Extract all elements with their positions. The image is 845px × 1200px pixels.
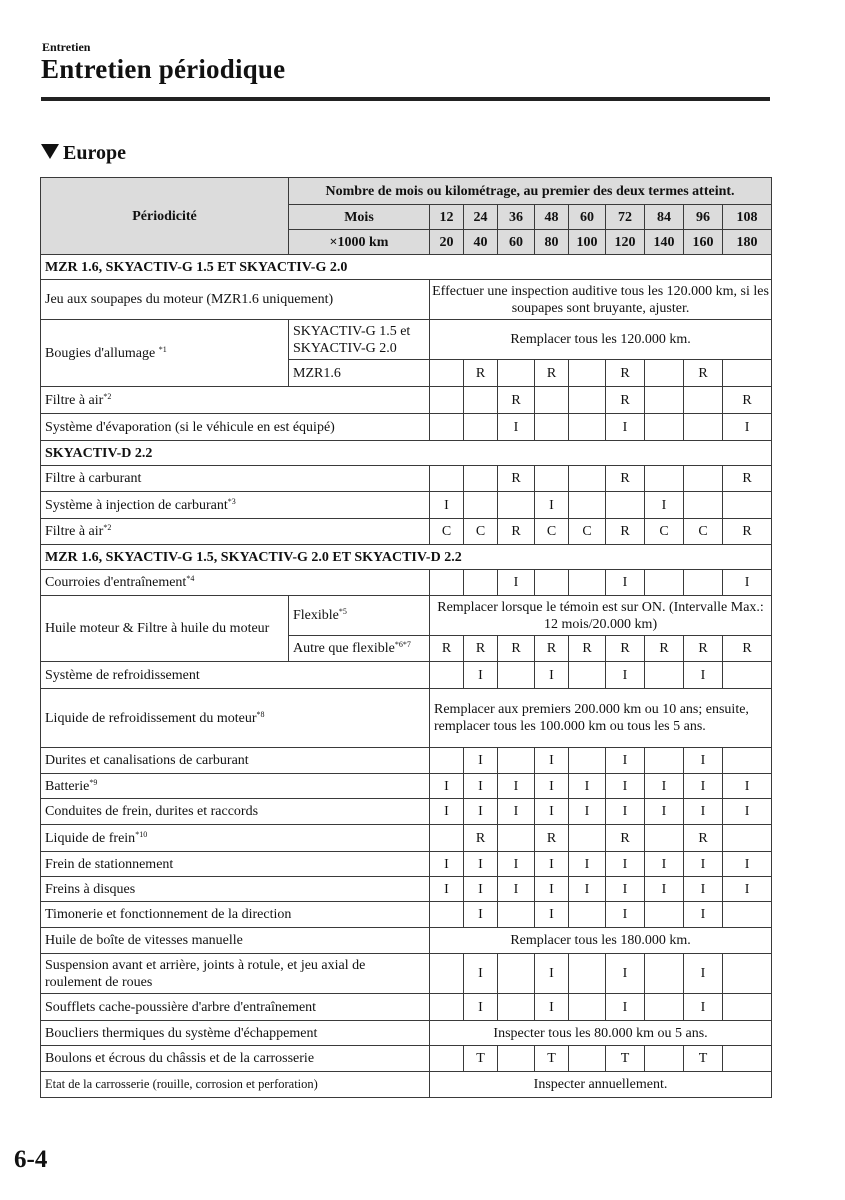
km-label: ×1000 km	[289, 230, 430, 255]
interval-cell	[723, 662, 772, 689]
interval-cell	[464, 570, 498, 596]
row-sublabel: Flexible$^{*5}$	[289, 596, 430, 636]
interval-cell: R	[464, 360, 498, 387]
interval-cell	[723, 360, 772, 387]
interval-cell: I	[723, 774, 772, 799]
row-label: Boucliers thermiques du système d'échappement	[41, 1021, 430, 1046]
interval-cell	[569, 387, 606, 414]
interval-cell	[645, 825, 684, 852]
interval-cell: I	[430, 877, 464, 902]
interval-cell	[645, 466, 684, 492]
interval-cell	[569, 662, 606, 689]
interval-cell: I	[464, 902, 498, 928]
interval-cell	[569, 414, 606, 441]
row-label: Système de refroidissement	[41, 662, 430, 689]
interval-cell: I	[535, 774, 569, 799]
interval-cell: I	[498, 414, 535, 441]
interval-cell: I	[464, 954, 498, 994]
interval-cell: R	[430, 636, 464, 662]
interval-cell: R	[606, 519, 645, 545]
interval-cell: I	[723, 799, 772, 825]
row-label: Jeu aux soupapes du moteur (MZR1.6 uniquement)	[41, 280, 430, 320]
row-instruction: Inspecter tous les 80.000 km ou 5 ans.	[430, 1021, 772, 1046]
interval-cell	[645, 902, 684, 928]
interval-cell	[569, 570, 606, 596]
table-row	[41, 414, 772, 441]
row-label: Système à injection de carburant$^{*3}$	[41, 492, 430, 519]
row-label: Timonerie et fonctionnement de la direction	[41, 902, 430, 928]
row-instruction: Remplacer lorsque le témoin est sur ON. (Intervalle Max.: 12 mois/20.000 km)	[430, 596, 772, 636]
table-row	[41, 466, 772, 492]
row-label: Filtre à carburant	[41, 466, 430, 492]
interval-cell: R	[498, 466, 535, 492]
table-row	[41, 928, 772, 954]
interval-cell: I	[430, 492, 464, 519]
interval-cell	[723, 825, 772, 852]
interval-cell	[645, 570, 684, 596]
interval-cell	[569, 360, 606, 387]
interval-cell	[684, 387, 723, 414]
interval-cell	[498, 360, 535, 387]
table-row	[41, 1021, 772, 1046]
interval-cell: I	[684, 799, 723, 825]
interval-cell: I	[684, 902, 723, 928]
month-cell: 12	[430, 205, 464, 230]
interval-cell	[645, 748, 684, 774]
interval-cell: I	[606, 994, 645, 1021]
interval-cell: R	[535, 825, 569, 852]
row-instruction: Remplacer aux premiers 200.000 km ou 10 ans; ensuite, remplacer tous les 100.000 km ou tous les 5 ans.	[430, 689, 772, 748]
month-cell: 24	[464, 205, 498, 230]
interval-cell: I	[569, 852, 606, 877]
interval-cell	[645, 954, 684, 994]
row-instruction: Remplacer tous les 120.000 km.	[430, 320, 772, 360]
km-cell: 20	[430, 230, 464, 255]
interval-cell: I	[606, 414, 645, 441]
interval-cell: R	[464, 825, 498, 852]
interval-cell: I	[535, 799, 569, 825]
row-label: Liquide de frein$^{*10}$	[41, 825, 430, 852]
km-cell: 120	[606, 230, 645, 255]
interval-cell: I	[606, 662, 645, 689]
row-sublabel: MZR1.6	[289, 360, 430, 387]
interval-cell: I	[535, 492, 569, 519]
interval-cell: I	[464, 877, 498, 902]
group-title: MZR 1.6, SKYACTIV-G 1.5, SKYACTIV-G 2.0 ET SKYACTIV-D 2.2	[41, 545, 772, 570]
interval-cell: I	[684, 748, 723, 774]
table-row	[41, 774, 772, 799]
interval-cell: R	[569, 636, 606, 662]
table-row	[41, 799, 772, 825]
interval-cell: R	[606, 466, 645, 492]
interval-cell	[645, 414, 684, 441]
group-row	[41, 441, 772, 466]
interval-cell: I	[645, 799, 684, 825]
interval-cell: C	[684, 519, 723, 545]
interval-cell: I	[535, 877, 569, 902]
interval-cell: I	[464, 799, 498, 825]
interval-cell: I	[498, 852, 535, 877]
interval-cell: I	[535, 852, 569, 877]
interval-cell	[498, 492, 535, 519]
interval-cell	[535, 414, 569, 441]
interval-cell: T	[464, 1046, 498, 1072]
interval-cell: I	[464, 852, 498, 877]
interval-cell: I	[430, 774, 464, 799]
interval-cell: R	[723, 636, 772, 662]
table-row	[41, 662, 772, 689]
km-cell: 40	[464, 230, 498, 255]
interval-cell: I	[430, 852, 464, 877]
group-row	[41, 545, 772, 570]
interval-cell	[430, 902, 464, 928]
interval-cell	[535, 387, 569, 414]
interval-cell: R	[498, 519, 535, 545]
interval-cell: R	[464, 636, 498, 662]
row-label: Boulons et écrous du châssis et de la carrosserie	[41, 1046, 430, 1072]
row-label: Bougies d'allumage $^{*1}$	[41, 320, 289, 387]
interval-cell: I	[723, 852, 772, 877]
row-label: Filtre à air$^{*2}$	[41, 519, 430, 545]
interval-cell	[723, 492, 772, 519]
row-label: Liquide de refroidissement du moteur$^{*8}$	[41, 689, 430, 748]
interval-cell: I	[645, 877, 684, 902]
interval-cell	[684, 414, 723, 441]
month-cell: 60	[569, 205, 606, 230]
interval-cell: I	[645, 492, 684, 519]
interval-cell: R	[606, 636, 645, 662]
interval-cell	[498, 825, 535, 852]
interval-cell: I	[464, 662, 498, 689]
row-label: Huile de boîte de vitesses manuelle	[41, 928, 430, 954]
interval-cell	[498, 662, 535, 689]
interval-cell: R	[498, 636, 535, 662]
page-number: 6-4	[14, 1146, 48, 1173]
row-sublabel: Autre que flexible$^{*6*7}$	[289, 636, 430, 662]
row-label: Filtre à air$^{*2}$	[41, 387, 430, 414]
interval-note: Nombre de mois ou kilométrage, au premier des deux termes atteint.	[289, 178, 772, 205]
interval-cell: I	[606, 748, 645, 774]
table-row	[41, 280, 772, 320]
table-row	[41, 954, 772, 994]
interval-cell	[645, 360, 684, 387]
interval-cell: T	[684, 1046, 723, 1072]
interval-cell	[569, 902, 606, 928]
table-row	[41, 570, 772, 596]
row-label: Durites et canalisations de carburant	[41, 748, 430, 774]
interval-cell	[498, 748, 535, 774]
table-row	[41, 1072, 772, 1098]
interval-cell	[569, 1046, 606, 1072]
interval-cell	[430, 954, 464, 994]
interval-cell	[430, 570, 464, 596]
interval-cell	[535, 466, 569, 492]
row-label: Système d'évaporation (si le véhicule en est équipé)	[41, 414, 430, 441]
interval-cell	[430, 748, 464, 774]
interval-cell	[569, 492, 606, 519]
interval-cell	[723, 994, 772, 1021]
interval-cell: I	[684, 662, 723, 689]
row-label: Frein de stationnement	[41, 852, 430, 877]
interval-cell: I	[535, 662, 569, 689]
interval-cell	[464, 492, 498, 519]
interval-cell	[569, 466, 606, 492]
group-row	[41, 255, 772, 280]
interval-cell	[569, 954, 606, 994]
title-rule	[41, 97, 770, 101]
table-row	[41, 689, 772, 748]
row-label: Soufflets cache-poussière d'arbre d'entraînement	[41, 994, 430, 1021]
interval-cell: I	[606, 877, 645, 902]
interval-cell	[430, 825, 464, 852]
interval-cell: R	[498, 387, 535, 414]
interval-cell: I	[464, 774, 498, 799]
months-label: Mois	[289, 205, 430, 230]
interval-cell: C	[645, 519, 684, 545]
interval-cell: I	[684, 994, 723, 1021]
table-row	[41, 320, 772, 360]
interval-cell: I	[606, 954, 645, 994]
section-heading	[41, 142, 126, 165]
interval-cell: R	[606, 825, 645, 852]
interval-cell	[498, 994, 535, 1021]
interval-cell	[645, 1046, 684, 1072]
interval-cell	[430, 466, 464, 492]
triangle-down-icon	[41, 144, 59, 159]
interval-cell: I	[684, 954, 723, 994]
interval-cell: I	[498, 877, 535, 902]
interval-cell: I	[645, 852, 684, 877]
interval-cell: I	[464, 994, 498, 1021]
row-instruction: Remplacer tous les 180.000 km.	[430, 928, 772, 954]
interval-cell	[430, 994, 464, 1021]
interval-cell: I	[498, 570, 535, 596]
month-cell: 72	[606, 205, 645, 230]
interval-cell	[606, 492, 645, 519]
table-row	[41, 596, 772, 636]
interval-cell	[684, 466, 723, 492]
km-cell: 60	[498, 230, 535, 255]
interval-cell	[645, 387, 684, 414]
interval-cell	[723, 1046, 772, 1072]
interval-cell: R	[684, 636, 723, 662]
interval-cell: T	[606, 1046, 645, 1072]
interval-cell: I	[684, 877, 723, 902]
table-row	[41, 852, 772, 877]
interval-cell: I	[464, 748, 498, 774]
interval-cell: R	[535, 360, 569, 387]
interval-cell: R	[684, 360, 723, 387]
table-row	[41, 994, 772, 1021]
interval-cell	[464, 414, 498, 441]
table-row	[41, 902, 772, 928]
interval-cell: C	[430, 519, 464, 545]
maintenance-schedule-table	[40, 177, 772, 1098]
interval-cell: R	[606, 387, 645, 414]
interval-cell: I	[535, 954, 569, 994]
group-title: MZR 1.6, SKYACTIV-G 1.5 ET SKYACTIV-G 2.0	[41, 255, 772, 280]
interval-cell: I	[535, 748, 569, 774]
interval-cell: I	[498, 774, 535, 799]
table-row	[41, 1046, 772, 1072]
month-cell: 108	[723, 205, 772, 230]
row-label: Suspension avant et arrière, joints à rotule, et jeu axial de roulement de roues	[41, 954, 430, 994]
row-label: Etat de la carrosserie (rouille, corrosion et perforation)	[41, 1072, 430, 1098]
interval-cell: I	[569, 877, 606, 902]
interval-cell	[464, 387, 498, 414]
interval-cell	[430, 414, 464, 441]
table-row	[41, 387, 772, 414]
interval-cell	[569, 994, 606, 1021]
interval-cell: I	[569, 799, 606, 825]
km-cell: 180	[723, 230, 772, 255]
interval-cell: I	[535, 994, 569, 1021]
interval-cell: I	[723, 414, 772, 441]
header-row	[41, 178, 772, 205]
interval-cell	[498, 954, 535, 994]
group-title: SKYACTIV-D 2.2	[41, 441, 772, 466]
table-row	[41, 825, 772, 852]
km-cell: 140	[645, 230, 684, 255]
interval-cell: T	[535, 1046, 569, 1072]
row-label: Huile moteur & Filtre à huile du moteur	[41, 596, 289, 662]
interval-cell: R	[723, 519, 772, 545]
interval-cell	[645, 662, 684, 689]
interval-cell	[464, 466, 498, 492]
km-cell: 160	[684, 230, 723, 255]
interval-cell: R	[684, 825, 723, 852]
table-row	[41, 877, 772, 902]
interval-cell: I	[606, 902, 645, 928]
interval-cell	[569, 825, 606, 852]
interval-cell: I	[723, 570, 772, 596]
interval-cell: C	[535, 519, 569, 545]
row-label: Courroies d'entraînement$^{*4}$	[41, 570, 430, 596]
interval-cell: R	[723, 387, 772, 414]
interval-cell: I	[723, 877, 772, 902]
period-header: Périodicité	[41, 178, 289, 255]
interval-cell	[723, 902, 772, 928]
interval-cell	[430, 387, 464, 414]
km-cell: 80	[535, 230, 569, 255]
interval-cell: I	[606, 799, 645, 825]
interval-cell: I	[606, 774, 645, 799]
interval-cell	[430, 1046, 464, 1072]
interval-cell: I	[606, 570, 645, 596]
interval-cell: I	[684, 774, 723, 799]
row-label: Freins à disques	[41, 877, 430, 902]
interval-cell	[430, 360, 464, 387]
interval-cell	[430, 662, 464, 689]
interval-cell: R	[606, 360, 645, 387]
interval-cell: C	[569, 519, 606, 545]
interval-cell	[684, 570, 723, 596]
interval-cell: I	[430, 799, 464, 825]
interval-cell: I	[606, 852, 645, 877]
km-cell: 100	[569, 230, 606, 255]
table-row	[41, 748, 772, 774]
section-label: Europe	[63, 142, 126, 164]
row-label: Batterie$^{*9}$	[41, 774, 430, 799]
breadcrumb: Entretien	[42, 40, 91, 54]
table-row	[41, 519, 772, 545]
interval-cell: R	[723, 466, 772, 492]
interval-cell	[684, 492, 723, 519]
interval-cell	[723, 954, 772, 994]
month-cell: 36	[498, 205, 535, 230]
row-instruction: Inspecter annuellement.	[430, 1072, 772, 1098]
interval-cell	[498, 902, 535, 928]
month-cell: 84	[645, 205, 684, 230]
interval-cell: I	[498, 799, 535, 825]
interval-cell	[723, 748, 772, 774]
row-instruction: Effectuer une inspection auditive tous les 120.000 km, si les soupapes sont bruyante, ajuster.	[430, 280, 772, 320]
interval-cell: C	[464, 519, 498, 545]
interval-cell: R	[645, 636, 684, 662]
page-title: Entretien périodique	[41, 54, 286, 84]
interval-cell	[569, 748, 606, 774]
interval-cell: I	[535, 902, 569, 928]
interval-cell	[498, 1046, 535, 1072]
interval-cell: I	[684, 852, 723, 877]
interval-cell	[645, 994, 684, 1021]
interval-cell: I	[569, 774, 606, 799]
interval-cell: I	[645, 774, 684, 799]
row-sublabel: SKYACTIV-G 1.5 et SKYACTIV-G 2.0	[289, 320, 430, 360]
interval-cell	[535, 570, 569, 596]
month-cell: 96	[684, 205, 723, 230]
month-cell: 48	[535, 205, 569, 230]
row-label: Conduites de frein, durites et raccords	[41, 799, 430, 825]
table-row	[41, 492, 772, 519]
interval-cell: R	[535, 636, 569, 662]
